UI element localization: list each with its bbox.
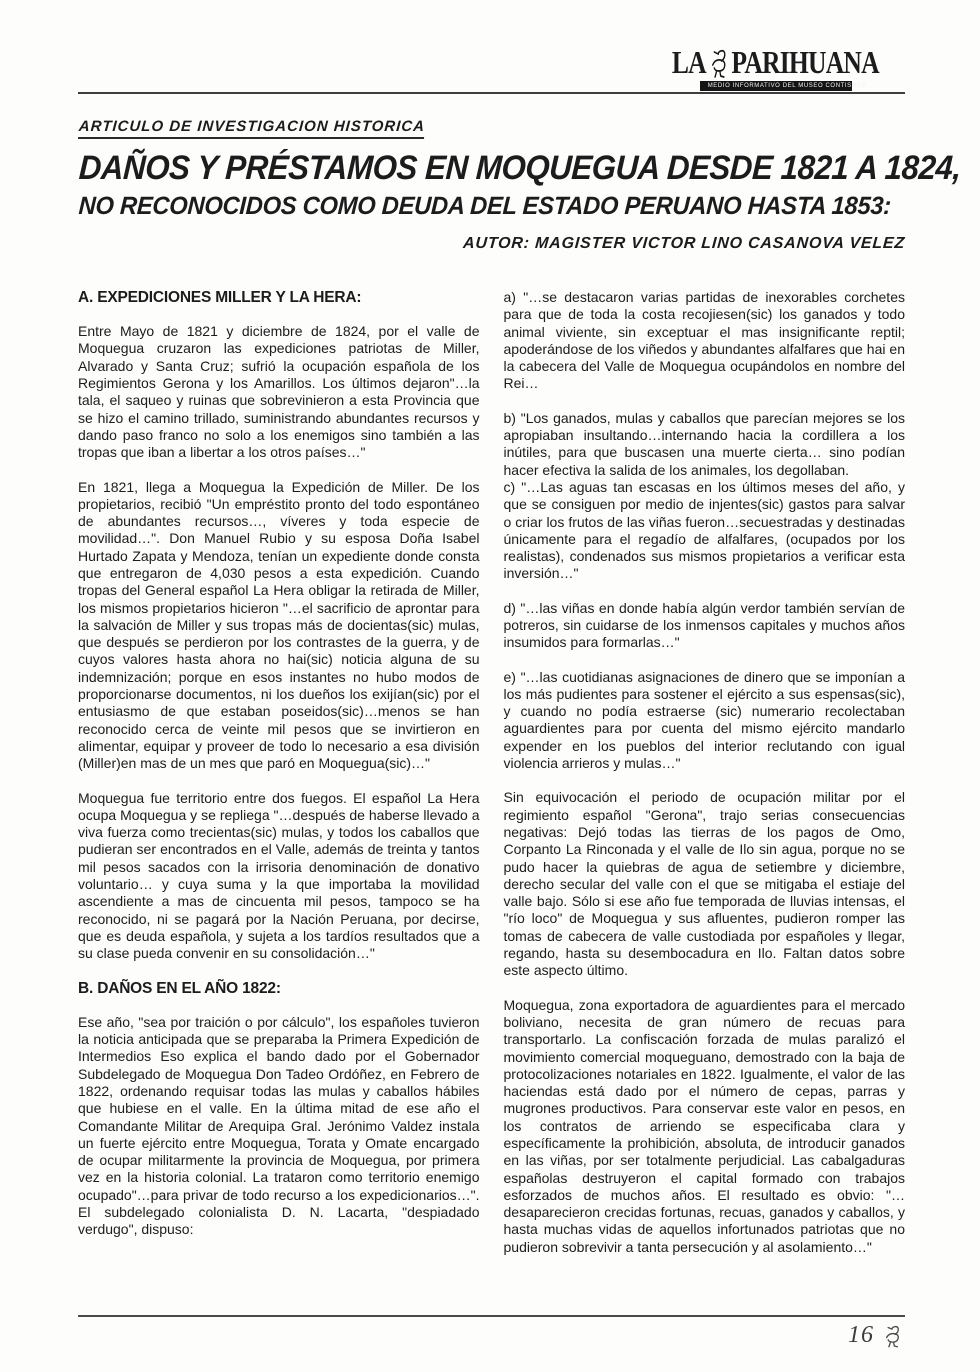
article xyxy=(77,0,962,1273)
article-title-line2: NO RECONOCIDOS COMO DEUDA DEL ESTADO PERUANO HASTA 1853: xyxy=(77,191,892,220)
list-item-d: d) "…las viñas en donde había algún verdor también servían de potreros, sin cuidarse de los inmensos capitales y muchos años insumidos para formarlas…" xyxy=(503,599,905,651)
parihuana-bird-icon xyxy=(882,1324,902,1348)
paragraph: En 1821, llega a Moquegua la Expedición de Miller. De los propietarios, recibió "Un empréstito pronto del todo espontáneo de abundantes recursos…, víveres y toda especie de movilidad…". Don Manuel Rubio y su esposa Doña Isabel Hurtado Zapata y Mendoza, tenían un expediente donde consta que entregaron de 4,030 pesos a esta expedición. Cuando tropas del General español La Hera obligar la retirada de Miller, los mismos propietarios hicieron "…el sacrificio de aprontar para la salvación de Miller y sus tropas más de docientas(sic) mulas, que después se perdieron por los contrastes de la guerra, y de cuyos valores hasta ahora no hai(sic) noticia alguna de su indemnización; porque en esos instantes no hubo modos de proporcionarse documentos, ni los dueños los exijían(sic) por el entusiasmo de que estaban poseidos(sic)…menos se han reconocido cerca de veinte mil pesos que se invirtieron en alimentar, equipar y proveer de todo lo necesario a esa división (Miller)en mas de un mes que paró en Moquegua(sic)…" xyxy=(78,478,480,772)
paragraph: Sin equivocación el periodo de ocupación militar por el regimiento español "Gerona", trajo serias consecuencias negativas: Dejó todas las tierras de los pagos de Omo, Corpanto La Rinconada y el valle de Ilo sin agua, porque no se pudo hacer la quiebras de agua de setiembre y diciembre, derecho secular del valle con el que se mitigaba el estiaje del valle bajo. Sólo si ese año fue temporada de lluvias intensas, el "río loco" de Moquegua y sus afluentes, pudieron romper las tomas de cabecera de valle custodiada por españoles y llegar, regando, hasta su desembocadura en Ilo. Faltan datos sobre este aspecto último. xyxy=(503,789,905,979)
paragraph: Moquegua fue territorio entre dos fuegos. El español La Hera ocupa Moquegua y se repliega "…después de haberse llevado a viva fuerza como trecientas(sic) mulas, y todos los caballos que pudieran ser encontrados en el Valle, además de treinta y tantos mil pesos sacados con la irrisoria denominación de donativo voluntario… y cuya suma y la que importaba la movilidad ascendiente a mas de cincuenta mil pesos, tampoco se ha reconocido, ni se pagará por la Nación Peruana, por decirse, que es deuda española, y sujeta a los tardíos resultados que a su clase pueda convenir en su consolidación…" xyxy=(78,789,480,962)
page-number: 16 xyxy=(848,1322,874,1348)
section-heading-b: B. DAÑOS EN EL AÑO 1822: xyxy=(78,979,281,997)
left-column xyxy=(78,289,480,1273)
article-author: AUTOR: MAGISTER VICTOR LINO CASANOVA VELEZ xyxy=(462,234,906,252)
masthead-suffix: PARIHUANA xyxy=(731,44,880,80)
list-item-b: b) "Los ganados, mulas y caballos que parecían mejores se los apropiaban insultando…internando hacia la cordillera a los inútiles, para que buscasen una muerte cierta… sino podían hacer efectiva la salida de los animales, los degollaban. xyxy=(503,409,905,478)
paragraph: Entre Mayo de 1821 y diciembre de 1824, por el valle de Moquegua cruzaron las expediciones patriotas de Miller, Alvarado y Santa Cruz; sufrió la ocupación española de los Regimientos Gerona y los Amarillos. Los últimos dejaron"…la tala, el saqueo y ruinas que sobrevinieron a esta Provincia que se hizo el camino trillado, suministrando abundantes recursos y dando paso franco no solo a los enemigos sino también a las tropas que iban a libertar a los otros países…" xyxy=(78,323,480,461)
list-item-e: e) "…las cuotidianas asignaciones de dinero que se imponían a los más pudientes para sostener el ejército a sus espensas(sic), y cuando no podía estraerse (sic) numerario recolectaban aguardientes para por cuenta del mismo ejército mandarlo expender en los pueblos del interior reclutando con igual violencia arrieros y mulas…" xyxy=(503,668,905,772)
masthead-tagline: MEDIO INFORMATIVO DEL MUSEO CONTISUYO xyxy=(700,81,852,91)
list-item-a: a) "…se destacaron varias partidas de inexorables corchetes para que de toda la costa recojiesen(sic) los ganados y todo animal viviente, sin exceptuar el mas insignificante reptil; apoderándose de los viñedos y abundantes alfalfares que hai en la cabecera del Valle de Moquegua ocupándolos en nombre del Rei… xyxy=(503,288,905,392)
article-title-line1: DAÑOS Y PRÉSTAMOS EN MOQUEGUA DESDE 1821 A 1824, xyxy=(77,149,962,187)
masthead-prefix: LA xyxy=(672,44,707,80)
article-columns xyxy=(78,289,905,1273)
paragraph: Moquegua, zona exportadora de aguardientes para el mercado boliviano, necesita de gran número de recuas para transportarlo. La confiscación forzada de mulas paralizó el movimiento comercial moqueguano, demostrado con la baja de protocolizaciones notariales en 1822. Igualmente, el valor de las haciendas está dado por el número de cepas, parras y mugrones productivos. Para conservar este valor en pesos, en los contratos de arriendo se especificaba clara y específicamente la prohibición, absoluta, de introducir ganados en las viñas, por ser totalmente perjudicial. Las cabalgaduras españolas destruyeron el capital formado con trabajos esforzados de muchos años. El resultado es obvio: "…desaparecieron crecidas fortunas, recuas, ganados y caballos, y hasta muchas vidas de aquellos infortunados patriotas que no pudieron sobrevivir a tanta persecución y al asolamiento…" xyxy=(503,996,905,1255)
section-heading-a: A. EXPEDICIONES MILLER Y LA HERA: xyxy=(78,288,362,306)
list-item-c: c) "…Las aguas tan escasas en los últimos meses del año, y que se consiguen por medio de injentes(sic) gastos para salvar o criar los frutos de las viñas fueron…secuestradas y destinadas únicamente para el regadío de alfalfares, (ocupados por los realistas), condenados sus mismos propietarios a verificar esta inversión…" xyxy=(503,478,905,582)
right-column xyxy=(504,289,906,1273)
footer xyxy=(848,1322,902,1349)
article-kicker: ARTICULO DE INVESTIGACION HISTORICA xyxy=(78,118,426,139)
paragraph: Ese año, "sea por traición o por cálculo", los españoles tuvieron la noticia anticipada que se preparaba la Primera Expedición de Intermedios Eso explica el bando dado por el Gobernador Subdelegado de Moquegua Don Tadeo Ordóñez, en Febrero de 1822, ordenando requisar todas las mulas y caballos hábiles que hubiese en el valle. En la última mitad de ese año el Comandante Militar de Arequipa Gral. Jerónimo Valdez instala un fuerte ejército entre Moquegua, Torata y Omate encargado de ocupar militarmente la provincia de Moquegua, por primera vez en la historia colonial. La trataron como territorio enemigo ocupado"…para privar de todo recurso a los expedicionarios…". El subdelegado colonialista D. N. Lacarta, "despiadado verdugo", dispuso: xyxy=(78,1013,480,1238)
footer-divider xyxy=(78,1315,905,1317)
